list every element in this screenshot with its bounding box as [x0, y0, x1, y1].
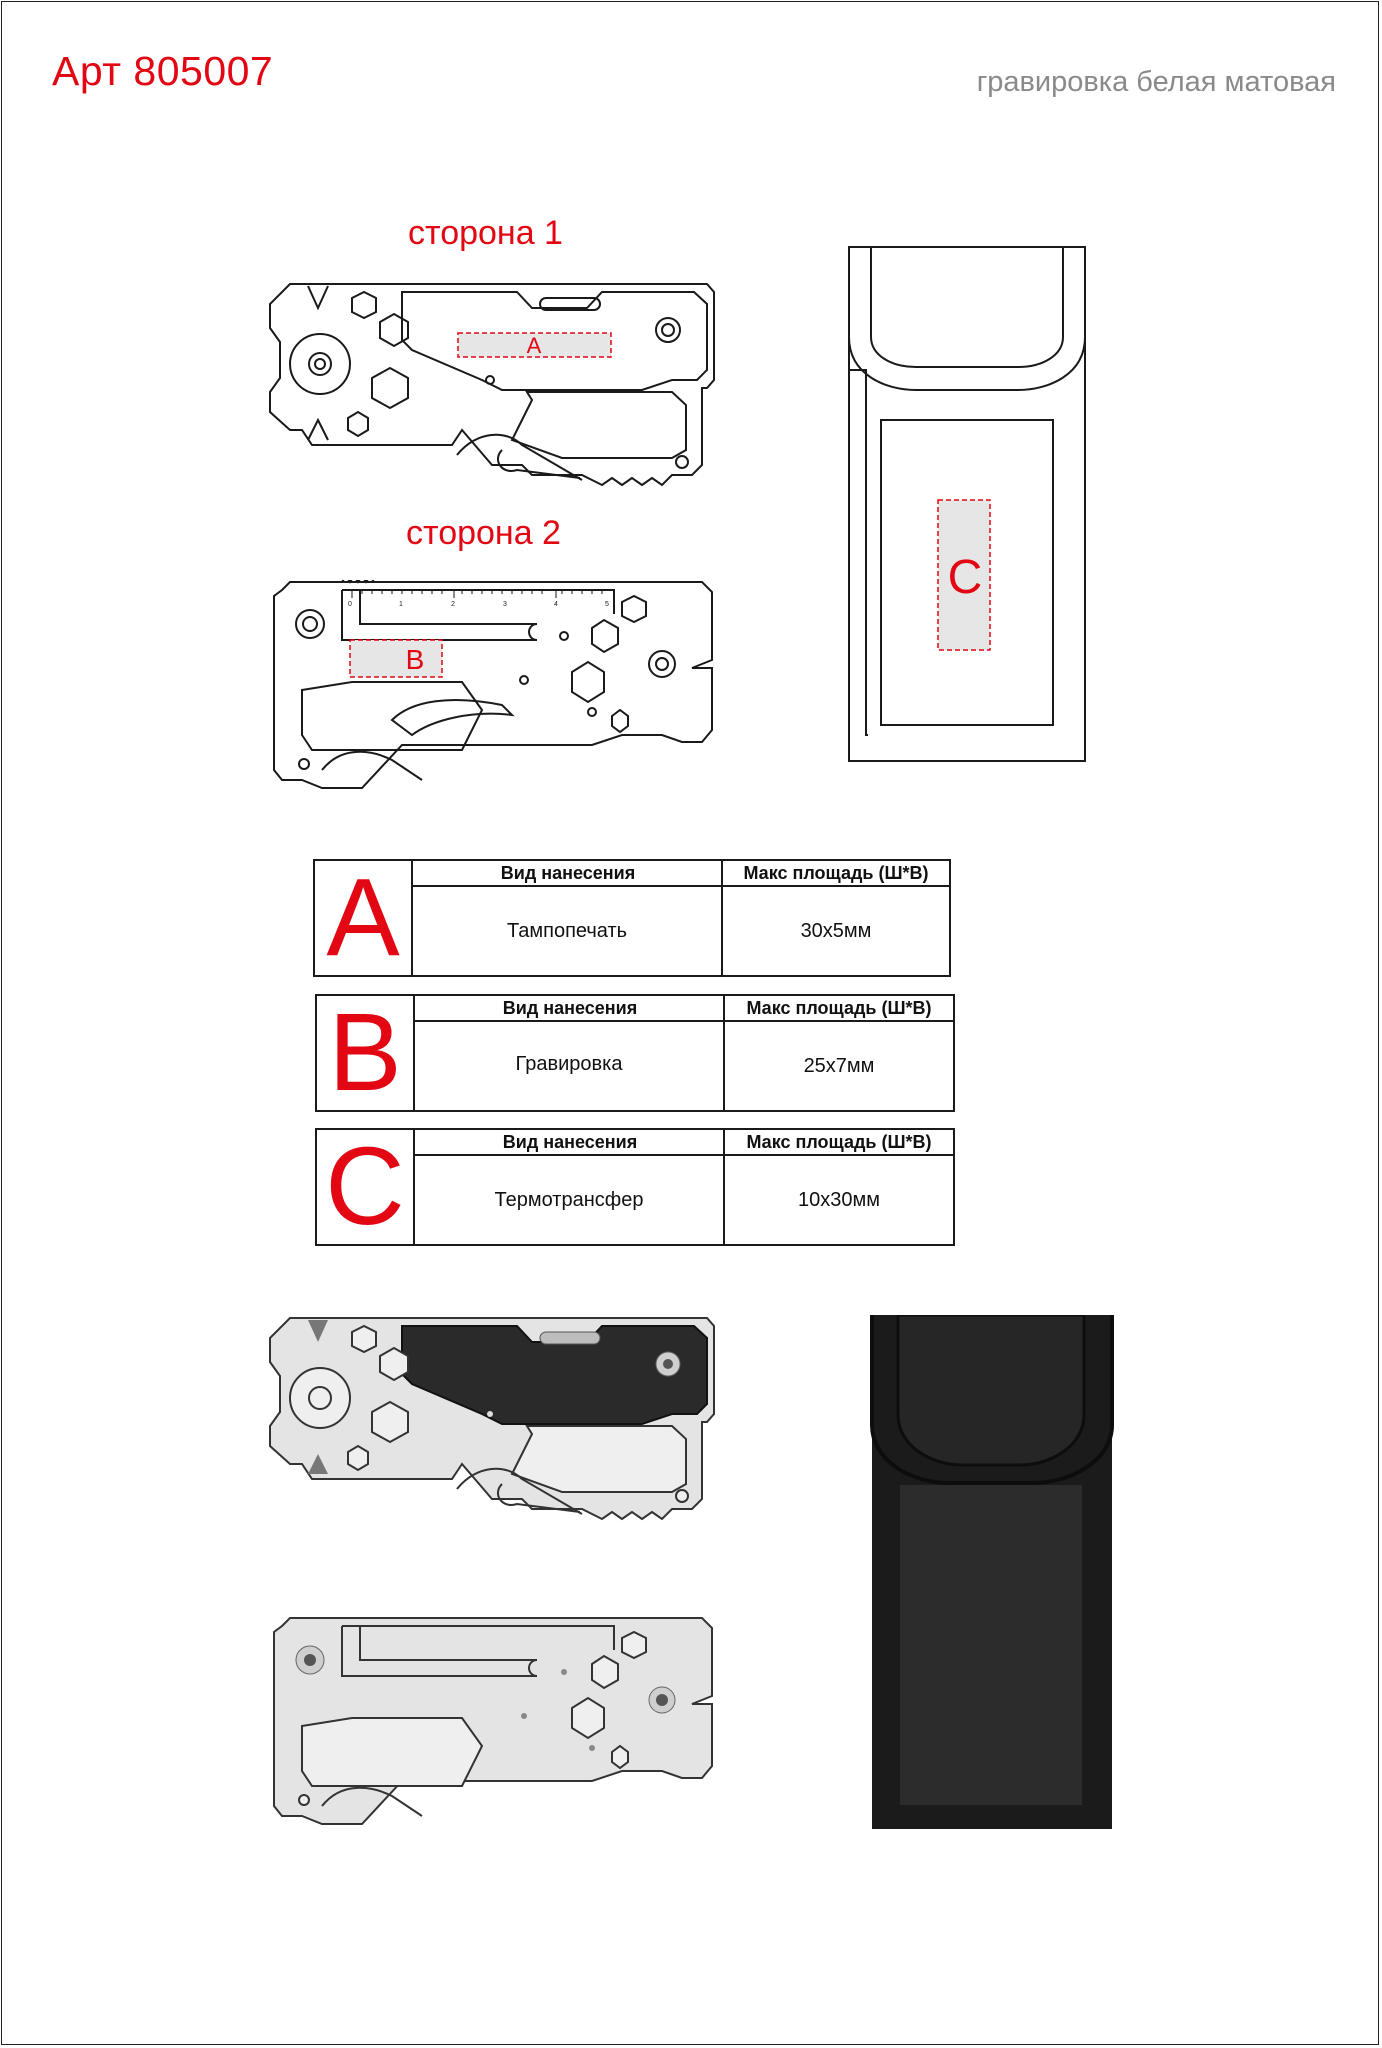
zone-b-letter: B [405, 644, 425, 675]
tool-side-2-render [262, 1616, 720, 1831]
ruler-tick-5: 5 [605, 601, 609, 608]
area-value: 25x7мм [803, 1054, 875, 1077]
method-value: Гравировка [515, 1052, 623, 1075]
spec-table-c [315, 1125, 955, 1248]
ruler-tick-0: 0 [348, 601, 352, 608]
method-header: Вид нанесения [415, 1130, 725, 1156]
area-value: 10x30мм [798, 1188, 880, 1211]
method-value: Тампопечать [506, 919, 628, 942]
area-header: Макс площадь (Ш*В) [723, 861, 949, 887]
ruler-tick-1: 1 [399, 601, 403, 608]
area-header: Макс площадь (Ш*В) [725, 996, 953, 1022]
ruler-tick-2: 2 [451, 601, 455, 608]
method-value: Термотрансфер [494, 1188, 644, 1211]
pouch-outline [846, 245, 1088, 765]
area-header: Макс площадь (Ш*В) [725, 1130, 953, 1156]
method-header: Вид нанесения [413, 861, 723, 887]
ruler-tick-4: 4 [554, 601, 558, 608]
article-title: Арт 805007 [52, 48, 274, 94]
area-value: 30x5мм [800, 919, 872, 942]
tool-side-1-render [262, 1314, 720, 1529]
method-header: Вид нанесения [415, 996, 725, 1022]
spec-table-b [315, 991, 955, 1114]
spec-letter-b: B [317, 996, 415, 1110]
tool-side-1-outline [262, 280, 720, 495]
engraving-note: гравировка белая матовая [976, 66, 1336, 98]
tool-side-2-outline [262, 580, 720, 795]
pouch-render [870, 1315, 1114, 1829]
zone-b-area [350, 640, 442, 677]
side-1-label: сторона 1 [408, 214, 563, 252]
zone-a-letter: A [526, 333, 542, 358]
spec-letter-c: C [317, 1130, 415, 1244]
spec-letter-a: A [315, 861, 413, 975]
side-2-label: сторона 2 [406, 514, 561, 552]
spec-table-a [313, 856, 951, 979]
ruler-tick-3: 3 [503, 601, 507, 608]
zone-c-letter: C [947, 551, 983, 604]
